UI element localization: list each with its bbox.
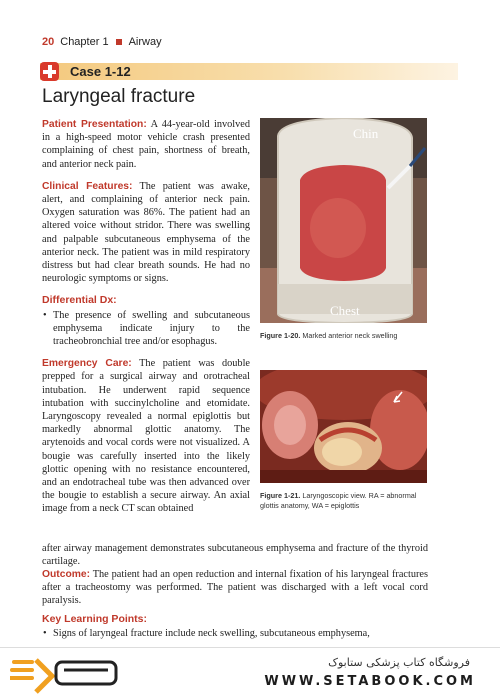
laryngoscopic-photo [260, 370, 427, 483]
emergency-text: The patient was double prepped for a surgical airway and orotracheal intubation. He underwent rapid sequence intubation with succinylcholine and etomidate. Laryngoscopy revealed a normal epiglottis but markedly abnormal glottic anatomy. The arytenoids and vocal cords were not visualized. A bougie was carefully inserted into the likely glottic opening with no resistance encountered, and an endotracheal tube was then advanced over the bougie to establish a secure airway. An axial image from a neck CT scan obtained [42, 358, 250, 515]
case-title: Laryngeal fracture [42, 86, 196, 107]
neck-swelling-illustration [260, 118, 427, 323]
chest-label: Chest [330, 303, 360, 318]
site-url: WWW.SETABOOK.COM [264, 674, 476, 689]
learning-section [42, 613, 428, 649]
learning-item: • Signs of laryngeal fracture include neck swelling, subcutaneous emphysema, [42, 627, 428, 640]
section-label: Airway [128, 36, 162, 48]
emergency-continuation: after airway management demonstrates subcutaneous emphysema and fracture of the thyroid cartilage. [42, 543, 428, 568]
emergency-paragraph [42, 357, 250, 515]
figure2-caption-label: Figure 1-21. [260, 491, 301, 500]
separator-square-icon [116, 39, 122, 45]
differential-heading: Differential Dx: [42, 294, 117, 307]
setabook-logo-icon [10, 656, 125, 694]
figure1-caption-text: Marked anterior neck swelling [300, 331, 398, 340]
figure1-caption [260, 331, 430, 341]
clinical-heading: Clinical Features: [42, 180, 133, 192]
neck-swelling-photo [260, 118, 427, 323]
learning-heading: Key Learning Points: [42, 613, 148, 625]
case-label: Case 1-12 [70, 64, 131, 79]
emergency-heading: Emergency Care: [42, 358, 132, 370]
footer-watermark [0, 647, 500, 700]
learning-list [42, 627, 428, 640]
differential-item: • The presence of swelling and subcutaneous emphysema indicate injury to the tracheobronchial tree and/or esophagus. [42, 309, 250, 349]
running-head [42, 36, 162, 48]
laryngoscopic-illustration [260, 370, 427, 483]
figure1-caption-label: Figure 1-20. [260, 331, 301, 340]
outcome-heading: Outcome: [42, 569, 91, 580]
presentation-heading: Patient Presentation: [42, 119, 147, 130]
left-column [42, 118, 250, 525]
chin-label: Chin [353, 126, 379, 141]
clinical-text: The patient was awake, alert, and complaining of anterior neck pain. Oxygen saturation was 86%. The patient had an altered voice without stridor. There was swelling and palpable subcutaneous emphysema of the anterior neck. The patient was in mild respiratory distress but had clear breath sounds. He had no neurologic symptoms or signs. [42, 180, 250, 285]
presentation-paragraph [42, 118, 250, 171]
chapter-label: Chapter 1 [60, 36, 109, 48]
page-number: 20 [42, 36, 55, 48]
figure2-caption [260, 491, 430, 510]
differential-list [42, 309, 250, 349]
outcome-text: The patient had an open reduction and internal fixation of his laryngeal fractures after a tracheostomy was performed. The patient was discharged with a left vocal cord paralysis. [42, 569, 428, 607]
outcome-paragraph [42, 568, 428, 608]
site-name: فروشگاه کتاب پزشکی ستابوک [328, 656, 470, 669]
clinical-paragraph [42, 180, 250, 286]
figure2-caption-text: Laryngoscopic view. RA = abnormal glottis anatomy, WA = epiglottis [260, 491, 417, 510]
case-banner [40, 63, 458, 80]
medical-cross-icon [40, 62, 59, 81]
presentation-text: A 44-year-old involved in a high-speed motor vehicle crash presented complaining of chest pain, shortness of breath, and anterior neck pain. [42, 119, 250, 170]
